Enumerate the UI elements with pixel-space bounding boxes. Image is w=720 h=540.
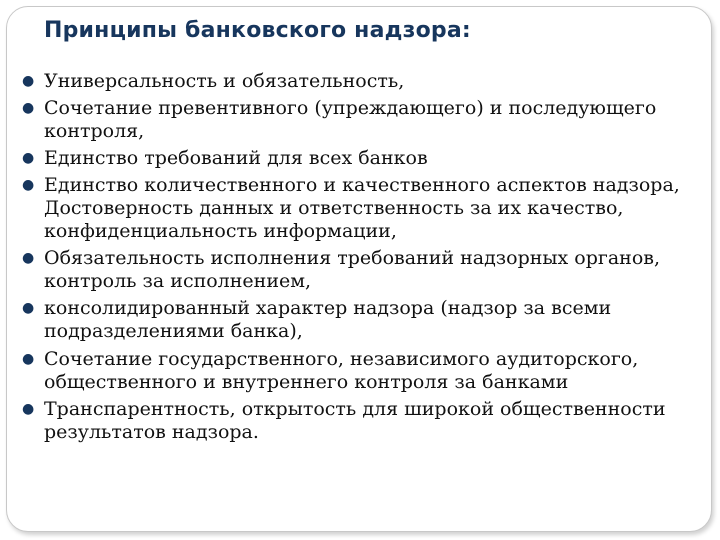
round-bullet-icon: ● [22, 73, 35, 89]
list-item-text: консолидированный характер надзора (надзор за всеми подразделениями банка), [44, 297, 612, 343]
round-bullet-icon: ● [22, 300, 35, 317]
list-item [22, 297, 704, 343]
list-item [22, 347, 704, 394]
list-item-text: Единство требований для всех банков [44, 147, 428, 170]
round-bullet-icon: ● [22, 150, 35, 167]
list-item-text: Единство количественного и качественного аспектов надзора, Достоверность данных и ответственность за их качество, конфиденциальность информации, [44, 174, 680, 243]
round-bullet-icon: ● [22, 350, 35, 367]
list-item-text: Сочетание превентивного (упреждающего) и последующего контроля, [44, 97, 657, 143]
list-item [22, 174, 704, 243]
list-item-text: Универсальность и обязательность, [44, 70, 405, 92]
list-item-text: Транспарентность, открытость для широкой общественности результатов надзора. [44, 397, 666, 443]
list-item [22, 70, 704, 93]
list-item [22, 247, 704, 293]
round-bullet-icon: ● [22, 250, 35, 267]
round-bullet-icon: ● [22, 100, 35, 117]
round-bullet-icon: ● [22, 400, 35, 417]
list-item-text: Сочетание государственного, независимого аудиторского, общественного и внутреннего контроля за банками [44, 347, 639, 393]
list-item [22, 397, 704, 444]
round-bullet-icon: ● [22, 177, 35, 194]
slide-title: Принципы банковского надзора: [44, 18, 471, 43]
list-item [22, 147, 704, 170]
principles-list [22, 70, 704, 448]
list-item [22, 97, 704, 143]
list-item-text: Обязательность исполнения требований надзорных органов, контроль за исполнением, [44, 247, 661, 293]
